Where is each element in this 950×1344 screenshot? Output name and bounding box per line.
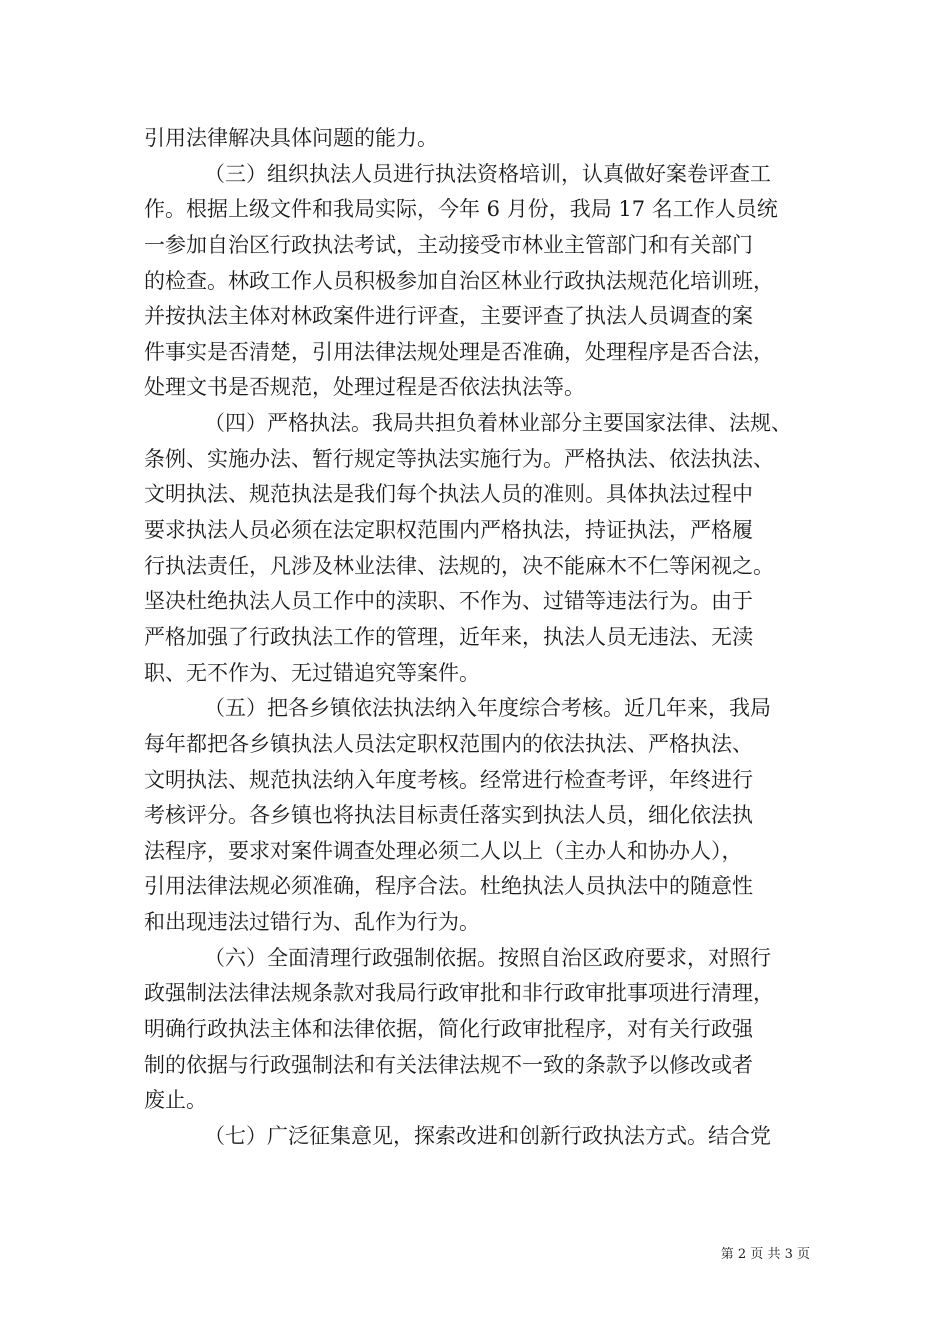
text-line: 作。根据上级文件和我局实际，今年 6 月份，我局 17 名工作人员统 xyxy=(144,197,778,222)
document-body xyxy=(144,121,814,1155)
text-line: 的检查。林政工作人员积极参加自治区林业行政执法规范化培训班， xyxy=(144,268,774,293)
text-line: 考核评分。各乡镇也将执法目标责任落实到执法人员，细化依法执 xyxy=(144,803,753,828)
text-line: 处理文书是否规范，处理过程是否依法执法等。 xyxy=(144,375,585,400)
paragraph-first-line: （五）把各乡镇依法执法纳入年度综合考核。近几年来，我局 xyxy=(204,696,771,721)
text-line: 废止。 xyxy=(144,1088,207,1113)
text-line: 严格加强了行政执法工作的管理，近年来，执法人员无违法、无渎 xyxy=(144,624,753,649)
text-line: 并按执法主体对林政案件进行评查，主要评查了执法人员调查的案 xyxy=(144,304,753,329)
text-line: 制的依据与行政强制法和有关法律法规不一致的条款予以修改或者 xyxy=(144,1052,753,1077)
text-line: 引用法律解决具体问题的能力。 xyxy=(144,126,438,150)
text-line: 件事实是否清楚，引用法律法规处理是否准确，处理程序是否合法， xyxy=(144,339,774,364)
text-line: 明确行政执法主体和法律依据，简化行政审批程序，对有关行政强 xyxy=(144,1017,753,1042)
text-line: 条例、实施办法、暂行规定等执法实施行为。严格执法、依法执法、 xyxy=(144,446,774,471)
paragraph-first-line: （七）广泛征集意见，探索改进和创新行政执法方式。结合党 xyxy=(204,1123,771,1148)
text-line: 坚决杜绝执法人员工作中的渎职、不作为、过错等违法行为。由于 xyxy=(144,589,753,614)
paragraph-first-line: （六）全面清理行政强制依据。按照自治区政府要求，对照行 xyxy=(204,945,771,970)
paragraph-first-line: （三）组织执法人员进行执法资格培训，认真做好案卷评查工 xyxy=(204,161,771,186)
text-line: 一参加自治区行政执法考试，主动接受市林业主管部门和有关部门 xyxy=(144,232,753,257)
text-line: 要求执法人员必须在法定职权范围内严格执法，持证执法，严格履 xyxy=(144,518,753,543)
text-line: 行执法责任，凡涉及林业法律、法规的，决不能麻木不仁等闲视之。 xyxy=(144,553,774,578)
text-line: 每年都把各乡镇执法人员法定职权范围内的依法执法、严格执法、 xyxy=(144,731,753,756)
page-number-footer: 第 2 页 共 3 页 xyxy=(720,1247,810,1262)
text-line: 政强制法法律法规条款对我局行政审批和非行政审批事项进行清理， xyxy=(144,981,774,1006)
paragraph-first-line: （四）严格执法。我局共担负着林业部分主要国家法律、法规、 xyxy=(204,411,792,436)
text-line: 文明执法、规范执法是我们每个执法人员的准则。具体执法过程中 xyxy=(144,482,753,507)
text-line: 文明执法、规范执法纳入年度考核。经常进行检查考评，年终进行 xyxy=(144,767,753,792)
text-line: 引用法律法规必须准确，程序合法。杜绝执法人员执法中的随意性 xyxy=(144,874,753,899)
text-line: 职、无不作为、无过错追究等案件。 xyxy=(144,660,480,685)
text-line: 和出现违法过错行为、乱作为行为。 xyxy=(144,910,480,935)
text-line: 法程序，要求对案件调查处理必须二人以上（主办人和协办人）， xyxy=(144,838,743,863)
